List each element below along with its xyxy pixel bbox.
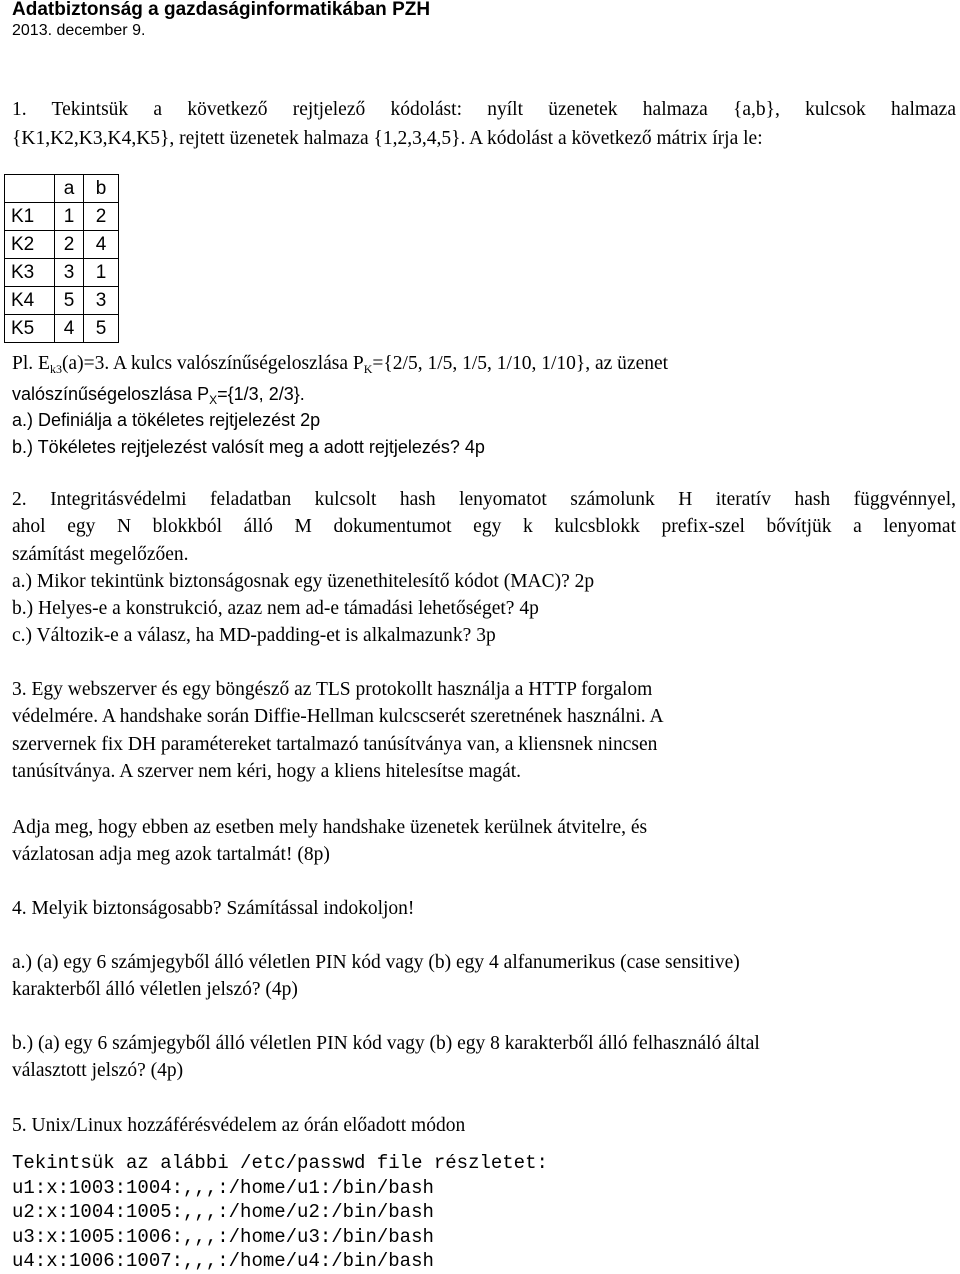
q1-part-a: a.) Definiálja a tökéletes rejtjelezést 2p <box>12 410 321 430</box>
subscript-x: X <box>209 393 218 407</box>
matrix-key-cell: K1 <box>5 203 55 231</box>
q1-example-line <box>12 354 668 374</box>
matrix-key-cell: K2 <box>5 231 55 259</box>
subscript-k: K <box>363 362 373 376</box>
q2-line-3: számítást megelőzően. <box>12 544 189 565</box>
q3-line-1: 3. Egy webszerver és egy böngésző az TLS protokollt használja a HTTP forgalom <box>12 679 653 700</box>
matrix-row <box>5 287 119 315</box>
q2-line-1: 2. Integritásvédelmi feladatban kulcsolt hash lenyomatot számolunk H iteratív hash függvénnyel, <box>12 489 956 510</box>
exam-date: 2013. december 9. <box>12 22 146 39</box>
encoding-matrix <box>4 174 119 343</box>
q4-title: 4. Melyik biztonságosabb? Számítással indokoljon! <box>12 898 415 919</box>
matrix-value-cell: 5 <box>84 315 119 343</box>
q1-line-2: {K1,K2,K3,K4,K5}, rejtett üzenetek halmaza {1,2,3,4,5}. A kódolást a következő mátrix írja le: <box>12 128 763 149</box>
example-prefix: Pl. E <box>12 353 50 374</box>
q2-part-c: c.) Változik-e a válasz, ha MD-padding-et is alkalmazunk? 3p <box>12 625 496 646</box>
matrix-row <box>5 231 119 259</box>
matrix-header-row <box>5 175 119 203</box>
q4-part-a-line-1: a.) (a) egy 6 számjegyből álló véletlen PIN kód vagy (b) egy 4 alfanumerikus (case sensitive) <box>12 952 740 973</box>
matrix-value-cell: 5 <box>55 287 84 315</box>
matrix-key-cell: K5 <box>5 315 55 343</box>
q1-line-1: 1. Tekintsük a következő rejtjelező kódolást: nyílt üzenetek halmaza {a,b}, kulcsok halmaza <box>12 99 956 120</box>
q2-part-a: a.) Mikor tekintünk biztonságosnak egy üzenethitelesítő kódot (MAC)? 2p <box>12 571 595 592</box>
matrix-value-cell: 1 <box>55 203 84 231</box>
matrix-value-cell: 4 <box>55 315 84 343</box>
q3-line-3: szervernek fix DH paramétereket tartalmazó tanúsítványa van, a kliensnek nincsen <box>12 734 658 755</box>
matrix-value-cell: 4 <box>84 231 119 259</box>
document-title: Adatbiztonság a gazdaságinformatikában PZH <box>12 0 431 20</box>
passwd-entry: u4:x:1006:1007:,,,:/home/u4:/bin/bash <box>12 1250 434 1272</box>
q4-part-b-line-2: választott jelszó? (4p) <box>12 1060 184 1081</box>
px-end: ={1/3, 2/3}. <box>217 384 305 404</box>
matrix-value-cell: 3 <box>84 287 119 315</box>
q4-part-a-line-2: karakterből álló véletlen jelszó? (4p) <box>12 979 298 1000</box>
matrix-corner-cell <box>5 175 55 203</box>
matrix-row <box>5 315 119 343</box>
q3-line-5: Adja meg, hogy ebben az esetben mely handshake üzenetek kerülnek átvitelre, és <box>12 817 648 838</box>
q4-part-b-line-1: b.) (a) egy 6 számjegyből álló véletlen PIN kód vagy (b) egy 8 karakterből álló felhasználó által <box>12 1033 760 1054</box>
subscript-k3: k3 <box>49 362 62 376</box>
passwd-entry: u2:x:1004:1005:,,,:/home/u2:/bin/bash <box>12 1201 434 1223</box>
matrix-value-cell: 3 <box>55 259 84 287</box>
q3-line-6: vázlatosan adja meg azok tartalmát! (8p) <box>12 844 330 865</box>
matrix-value-cell: 2 <box>55 231 84 259</box>
matrix-row <box>5 259 119 287</box>
example-middle: (a)=3. A kulcs valószínűségeloszlása P <box>61 353 364 374</box>
matrix-header-b: b <box>84 175 119 203</box>
q3-line-4: tanúsítványa. A szerver nem kéri, hogy a kliens hitelesítse magát. <box>12 761 522 782</box>
passwd-entry: u3:x:1005:1006:,,,:/home/u3:/bin/bash <box>12 1226 434 1248</box>
q2-line-2: ahol egy N blokkból álló M dokumentumot egy k kulcsblokk prefix-szel bővítjük a lenyomat <box>12 516 956 537</box>
q1-px-line <box>12 384 305 407</box>
q2-part-b: b.) Helyes-e a konstrukció, azaz nem ad-e támadási lehetőséget? 4p <box>12 598 539 619</box>
matrix-header-a: a <box>55 175 84 203</box>
passwd-intro: Tekintsük az alábbi /etc/passwd file részletet: <box>12 1152 548 1174</box>
matrix-row <box>5 203 119 231</box>
matrix-value-cell: 2 <box>84 203 119 231</box>
passwd-entry: u1:x:1003:1004:,,,:/home/u1:/bin/bash <box>12 1177 434 1199</box>
q1-part-b: b.) Tökéletes rejtjelezést valósít meg a adott rejtjelezés? 4p <box>12 437 485 457</box>
q3-line-2: védelmére. A handshake során Diffie-Hellman kulcscserét szeretnének használni. A <box>12 706 664 727</box>
example-end: ={2/5, 1/5, 1/5, 1/10, 1/10}, az üzenet <box>372 353 669 374</box>
matrix-key-cell: K3 <box>5 259 55 287</box>
matrix-value-cell: 1 <box>84 259 119 287</box>
px-start: valószínűségeloszlása P <box>12 384 210 404</box>
q5-title: 5. Unix/Linux hozzáférésvédelem az órán előadott módon <box>12 1115 466 1136</box>
matrix-key-cell: K4 <box>5 287 55 315</box>
